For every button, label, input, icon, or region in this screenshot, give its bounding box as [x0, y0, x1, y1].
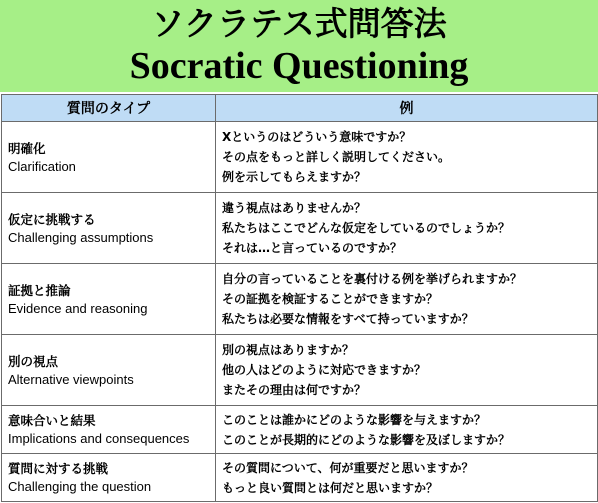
question-type-english: Challenging the question: [8, 479, 152, 495]
example-question: 他の人はどのように対応できますか？: [222, 363, 427, 378]
example-questions-cell: [216, 454, 598, 502]
table-row: [2, 335, 598, 406]
example-question: それは…と言っているのですか？: [222, 241, 403, 256]
column-header-example: 例: [216, 95, 598, 122]
example-question: またその理由は何ですか？: [222, 383, 367, 398]
title-banner: [0, 0, 598, 92]
example-questions-cell: [216, 406, 598, 454]
question-type-japanese: 意味合いと結果: [8, 413, 96, 429]
question-type-english: Implications and consequences: [8, 431, 190, 447]
question-type-japanese: 質問に対する挑戦: [8, 461, 109, 477]
example-question: 例を示してもらえますか？: [222, 170, 367, 185]
column-header-type: 質問のタイプ: [2, 95, 216, 122]
question-type-cell: [2, 335, 216, 406]
table-row: [2, 193, 598, 264]
example-question: 自分の言っていることを裏付ける例を挙げられますか？: [222, 272, 523, 287]
table-row: [2, 122, 598, 193]
table-row: [2, 406, 598, 454]
question-type-english: Challenging assumptions: [8, 229, 154, 245]
question-type-cell: [2, 122, 216, 193]
question-type-english: Clarification: [8, 158, 76, 174]
example-question: その点をもっと詳しく説明してください。: [222, 150, 451, 165]
socratic-questions-table: [1, 94, 598, 502]
example-questions-cell: [216, 335, 598, 406]
example-question: Xというのはどういう意味ですか？: [222, 130, 412, 145]
example-question: 別の視点はありますか？: [222, 343, 355, 358]
question-type-japanese: 明確化: [8, 140, 46, 156]
title-japanese: ソクラテス式問答法: [151, 4, 447, 43]
example-questions-cell: [216, 193, 598, 264]
table-body: [2, 122, 598, 502]
table-row: [2, 264, 598, 335]
example-question: 私たちはここでどんな仮定をしているのでしょうか？: [222, 221, 511, 236]
example-question: もっと良い質問とは何だと思いますか？: [222, 480, 439, 495]
example-question: このことは誰かにどのような影響を与えますか？: [222, 412, 487, 427]
example-question: その質問について、何が重要だと思いますか？: [222, 460, 474, 475]
example-question: 違う視点はありませんか？: [222, 201, 367, 216]
table-row: [2, 454, 598, 502]
title-english: Socratic Questioning: [129, 45, 469, 87]
question-type-cell: [2, 406, 216, 454]
example-question: その証拠を検証することができますか？: [222, 292, 439, 307]
example-questions-cell: [216, 122, 598, 193]
question-type-english: Evidence and reasoning: [8, 300, 148, 316]
example-question: このことが長期的にどのような影響を及ぼしますか？: [222, 432, 511, 447]
question-type-japanese: 証拠と推論: [8, 282, 71, 298]
table-header-row: [2, 95, 598, 122]
question-type-english: Alternative viewpoints: [8, 371, 134, 387]
question-type-cell: [2, 454, 216, 502]
example-questions-cell: [216, 264, 598, 335]
example-question: 私たちは必要な情報をすべて持っていますか？: [222, 312, 474, 327]
question-type-japanese: 仮定に挑戦する: [8, 211, 96, 227]
question-type-japanese: 別の視点: [8, 353, 59, 369]
question-type-cell: [2, 193, 216, 264]
question-type-cell: [2, 264, 216, 335]
